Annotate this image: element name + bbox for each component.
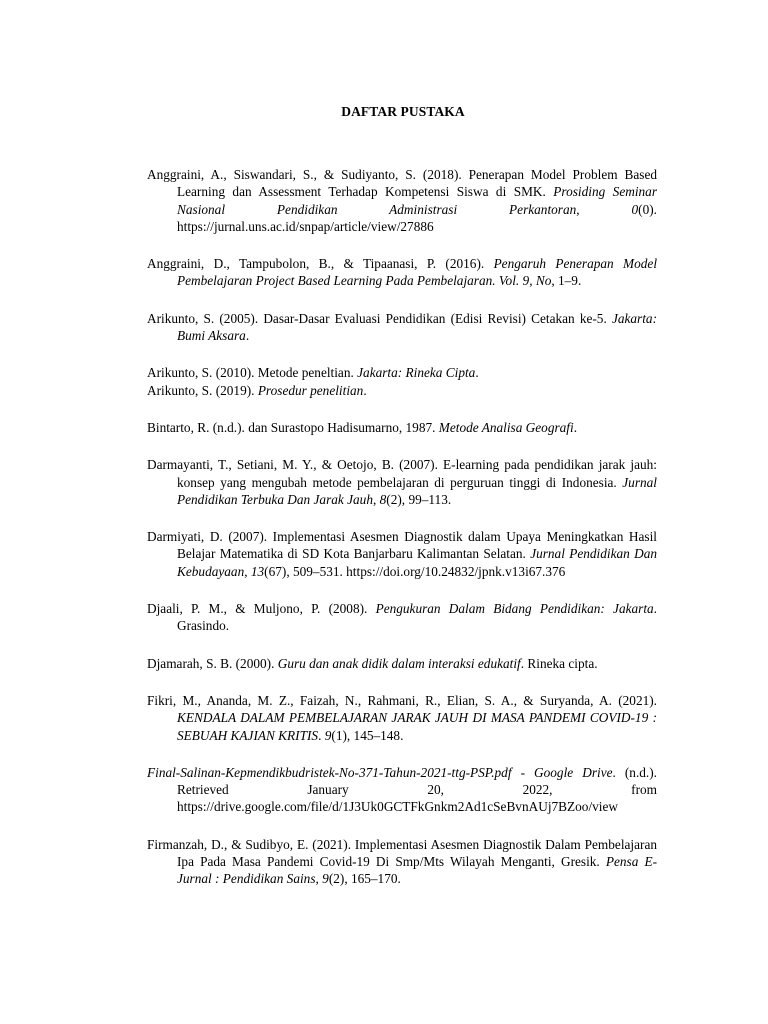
reference-text: Arikunto, S. (2019). xyxy=(147,382,258,398)
reference-text: (1), 145–148. xyxy=(331,727,404,743)
reference-entry xyxy=(147,655,657,672)
reference-text: , xyxy=(372,491,380,507)
reference-entry xyxy=(147,692,657,744)
reference-text: . xyxy=(573,419,578,435)
reference-text: , 1–9. xyxy=(551,273,582,289)
reference-text: . xyxy=(475,365,479,381)
reference-italic-text: Prosiding Seminar Nasional Pendidikan Administrasi Perkantoran xyxy=(177,184,657,217)
reference-text: Anggraini, A., Siswandari, S., & Sudiyanto, S. (2018). Penerapan Model Problem Based Learning dan Assessment Terhadap Kompetensi Siswa di SMK. xyxy=(147,167,657,200)
reference-text: Djaali, P. M., & Muljono, P. (2008). xyxy=(147,601,376,617)
reference-italic-text: 13 xyxy=(250,563,265,579)
reference-entry xyxy=(147,310,657,345)
reference-text: (0). https://jurnal.uns.ac.id/snpap/article/view/27886 xyxy=(177,201,657,234)
reference-entry xyxy=(147,528,657,580)
reference-text: . Grasindo. xyxy=(177,601,657,634)
reference-italic-text: Pengaruh Penerapan Model Pembelajaran Project Based Learning Pada Pembelajaran. Vol. 9, No xyxy=(177,256,658,289)
reference-italic-text: 9 xyxy=(324,727,332,743)
reference-italic-text: Guru dan anak didik dalam interaksi edukatif xyxy=(277,655,521,671)
reference-text: . xyxy=(363,382,367,398)
reference-text: Arikunto, S. (2010). Metode peneltian. xyxy=(147,365,358,381)
reference-text: Fikri, M., Ananda, M. Z., Faizah, N., Rahmani, R., Elian, S. A., & Suryanda, A. (2021). xyxy=(147,692,657,708)
reference-italic-text: Prosedur penelitian xyxy=(257,382,364,398)
reference-text: , xyxy=(315,871,323,887)
reference-text: Darmayanti, T., Setiani, M. Y., & Oetojo, B. (2007). E-learning pada pendidikan jarak jauh: konsep yang mengubah metode pembelajaran di perguruan tinggi di Indonesia. xyxy=(147,457,657,490)
reference-italic-text: 8 xyxy=(379,491,387,507)
reference-italic-text: Jurnal Pendidikan Terbuka Dan Jarak Jauh xyxy=(177,474,657,507)
reference-text: Firmanzah, D., & Sudibyo, E. (2021). Implementasi Asesmen Diagnostik Dalam Pembelajaran Ipa Pada Masa Pandemi Covid-19 Di Smp/Mts Wilayah Menganti, Gresik. xyxy=(147,836,657,870)
reference-italic-text: 9 xyxy=(322,871,329,887)
reference-entry xyxy=(147,600,657,635)
reference-entry xyxy=(147,836,657,888)
reference-entry xyxy=(147,419,657,436)
reference-entry xyxy=(147,364,657,381)
reference-italic-text: Final-Salinan-Kepmendikbudristek-No-371-Tahun-2021-ttg-PSP.pdf - Google Drive xyxy=(147,764,613,780)
reference-text: . Rineka cipta. xyxy=(520,655,598,671)
reference-entry xyxy=(147,764,657,816)
reference-text: Arikunto, S. (2005). Dasar-Dasar Evaluasi Pendidikan (Edisi Revisi) Cetakan ke-5. xyxy=(147,310,612,326)
reference-text: . xyxy=(245,328,250,344)
reference-italic-text: Jakarta: Bumi Aksara xyxy=(177,310,657,344)
reference-italic-text: Pensa E-Jurnal : Pendidikan Sains xyxy=(177,854,657,887)
reference-text: . xyxy=(318,727,325,743)
reference-entry xyxy=(147,456,657,508)
reference-text: , xyxy=(244,563,251,579)
reference-text: , xyxy=(576,201,632,217)
reference-entry xyxy=(147,382,657,399)
reference-text: (67), 509–531. https://doi.org/10.24832/jpnk.v13i67.376 xyxy=(264,563,566,579)
reference-entry xyxy=(147,166,657,235)
reference-text: Bintarto, R. (n.d.). dan Surastopo Hadisumarno, 1987. xyxy=(147,419,439,435)
reference-italic-text: KENDALA DALAM PEMBELAJARAN JARAK JAUH DI MASA PANDEMI COVID-19 : SEBUAH KAJIAN KRITIS xyxy=(177,710,657,743)
reference-text: (2), 99–113. xyxy=(386,491,452,507)
reference-text: Anggraini, D., Tampubolon, B., & Tipaanasi, P. (2016). xyxy=(147,256,494,272)
reference-italic-text: Jakarta: Rineka Cipta xyxy=(357,365,476,381)
reference-entry xyxy=(147,255,657,290)
reference-italic-text: Jurnal Pendidikan Dan Kebudayaan xyxy=(177,546,657,579)
reference-text: (2), 165–170. xyxy=(328,871,401,887)
page-title: DAFTAR PUSTAKA xyxy=(341,104,465,119)
reference-list xyxy=(147,166,657,908)
reference-italic-text: 0 xyxy=(631,201,639,217)
reference-italic-text: Pengukuran Dalam Bidang Pendidikan: Jakarta xyxy=(375,601,654,617)
reference-text: Darmiyati, D. (2007). Implementasi Asesmen Diagnostik dalam Upaya Meningkatkan Hasil Belajar Matematika di SD Kota Banjarbaru Kalimantan Selatan. xyxy=(147,529,657,562)
reference-italic-text: Metode Analisa Geografi xyxy=(438,419,574,435)
reference-text: Djamarah, S. B. (2000). xyxy=(147,655,278,671)
reference-text: . (n.d.). Retrieved January 20, 2022, from https://drive.google.com/file/d/1J3Uk0GCTFkGnkm2Ad1cSeBvnAUj7BZoo/view xyxy=(177,764,657,815)
